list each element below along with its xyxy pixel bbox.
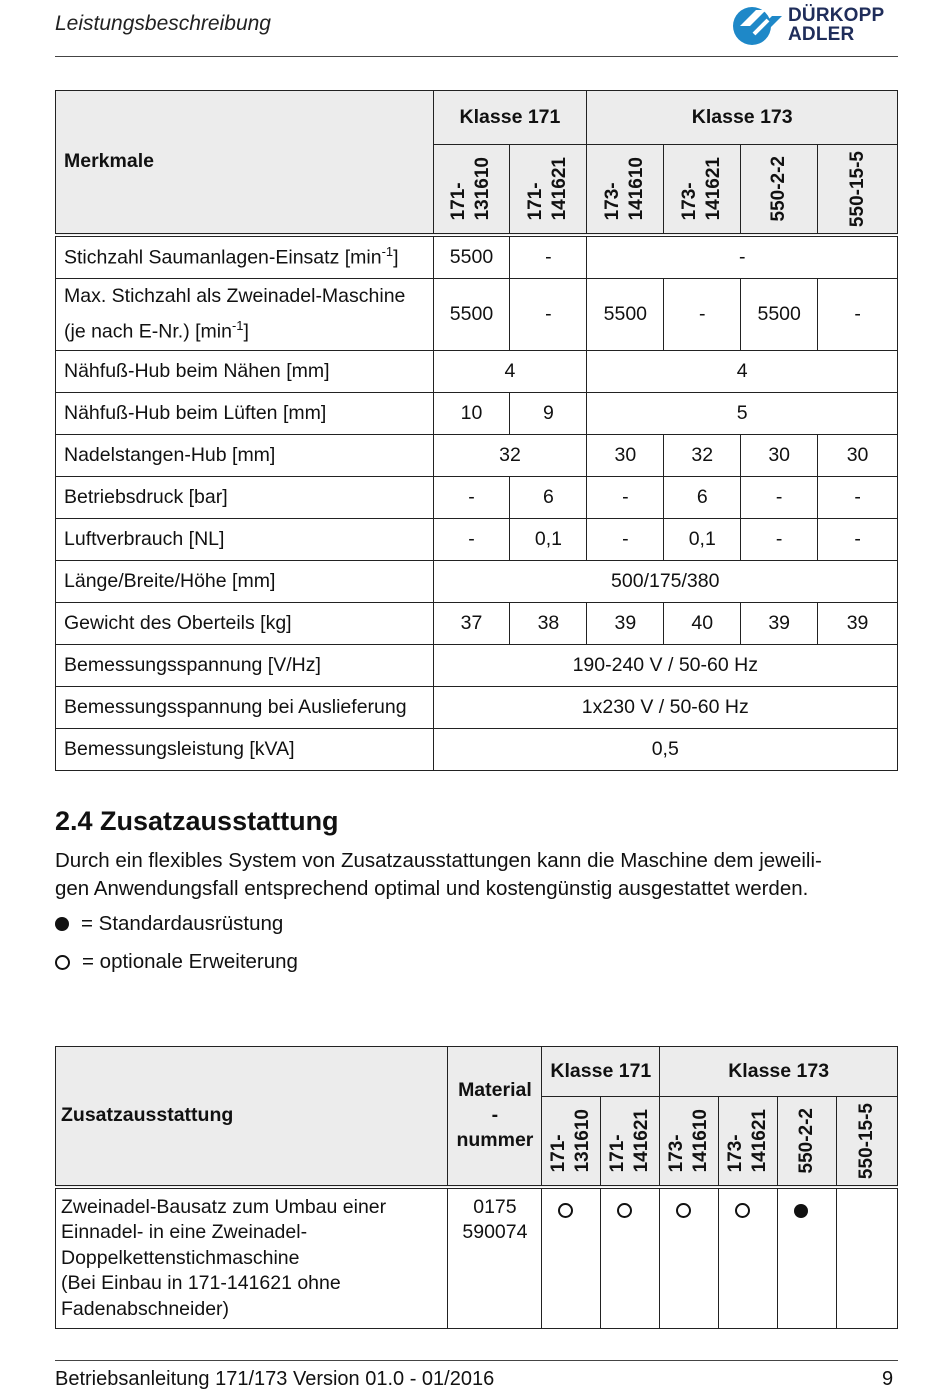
spec-cell: 1x230 V / 50-60 Hz: [433, 686, 897, 728]
spec-cell: -: [587, 518, 664, 560]
spec-cell: -: [818, 476, 898, 518]
legend-standard: [55, 912, 283, 936]
logo-text-line1: DÜRKOPP: [788, 5, 885, 26]
spec-cell: 6: [510, 476, 587, 518]
spec-cell: 5500: [433, 235, 510, 279]
equipment-header: Zusatzausstattung: [56, 1047, 448, 1187]
spec-cell: 39: [587, 602, 664, 644]
spec-cell: -: [741, 476, 818, 518]
duerkopp-adler-logo: [732, 4, 902, 50]
section-paragraph: Durch ein flexibles System von Zusatzausstattungen kann die Maschine dem jeweili- gen Anwendungsfall entsprechend optimal und kostengünstig ausgestattet werden.: [55, 849, 822, 900]
equipment-class-171-header: Klasse 171: [542, 1047, 660, 1097]
spec-row-label: Länge/Breite/Höhe [mm]: [56, 560, 434, 602]
header-divider: [55, 56, 898, 57]
availability-cell: [837, 1187, 898, 1329]
spec-cell: 5500: [587, 278, 664, 350]
spec-cell: 40: [664, 602, 741, 644]
spec-row-label: Bemessungsspannung [V/Hz]: [56, 644, 434, 686]
spec-cell: -: [587, 476, 664, 518]
equipment-description: Zweinadel-Bausatz zum Umbau einer Einnadel- in eine Zweinadel- Doppelkettenstichmaschine (Bei Einbau in 171-141621 ohne Fadenabschneider): [56, 1187, 448, 1329]
spec-cell: -: [664, 278, 741, 350]
spec-cell: 10: [433, 392, 510, 434]
availability-cell: [719, 1187, 778, 1329]
spec-row-label: Nähfuß-Hub beim Nähen [mm]: [56, 350, 434, 392]
spec-row-label: Max. Stichzahl als Zweinadel-Maschine (je nach E-Nr.) $[\min^{-1}]$: [56, 278, 434, 350]
spec-row-label: Luftverbrauch [NL]: [56, 518, 434, 560]
spec-row: [56, 476, 898, 518]
logo-text-line2: ADLER: [788, 24, 855, 45]
spec-cell: 39: [741, 602, 818, 644]
spec-cell: 30: [741, 434, 818, 476]
spec-row: [56, 602, 898, 644]
spec-row-label: Nadelstangen-Hub [mm]: [56, 434, 434, 476]
spec-cell: -: [433, 518, 510, 560]
spec-cell: 5500: [433, 278, 510, 350]
open-circle-icon: [55, 955, 70, 970]
spec-cell: 37: [433, 602, 510, 644]
equipment-model-header: 550-2-2: [778, 1097, 837, 1187]
spec-model-header: 550-2-2: [741, 145, 818, 235]
equipment-table: [55, 1046, 898, 1329]
spec-row: [56, 518, 898, 560]
availability-cell: [542, 1187, 601, 1329]
spec-model-header: 171- 141621: [510, 145, 587, 235]
spec-row: [56, 235, 898, 279]
spec-row: [56, 728, 898, 770]
equipment-model-header: 173- 141610: [660, 1097, 719, 1187]
spec-cell: 0,1: [664, 518, 741, 560]
spec-row: [56, 644, 898, 686]
spec-cell: 500/175/380: [433, 560, 897, 602]
footer-page-number: 9: [882, 1368, 894, 1390]
equipment-model-header: 550-15-5: [837, 1097, 898, 1187]
open-circle-icon: [735, 1203, 750, 1218]
spec-cell: 38: [510, 602, 587, 644]
spec-model-header: 171- 131610: [433, 145, 510, 235]
spec-class-173-header: Klasse 173: [587, 91, 898, 145]
spec-model-header: 173- 141610: [587, 145, 664, 235]
equipment-material-number: 0175 590074: [448, 1187, 542, 1329]
spec-row-label: Stichzahl Saumanlagen-Einsatz $[\min^{-1}]$: [56, 235, 434, 279]
logo-mark-icon: [732, 4, 784, 48]
spec-cell: 30: [818, 434, 898, 476]
spec-cell: 32: [433, 434, 587, 476]
legend-optional: [55, 950, 298, 974]
spec-cell: -: [510, 235, 587, 279]
filled-circle-icon: [794, 1204, 808, 1218]
open-circle-icon: [617, 1203, 632, 1218]
equipment-class-173-header: Klasse 173: [660, 1047, 898, 1097]
section-title: 2.4 Zusatzausstattung: [55, 806, 339, 836]
spec-row: [56, 278, 898, 350]
equipment-row: [56, 1187, 898, 1329]
spec-row: [56, 434, 898, 476]
spec-row: [56, 350, 898, 392]
availability-cell: [601, 1187, 660, 1329]
legend-optional-label: = optionale Erweiterung: [82, 950, 298, 973]
availability-cell: [778, 1187, 837, 1329]
spec-row-label: Betriebsdruck [bar]: [56, 476, 434, 518]
spec-cell: -: [433, 476, 510, 518]
footer-divider: [55, 1360, 898, 1361]
spec-cell: -: [510, 278, 587, 350]
spec-cell: 30: [587, 434, 664, 476]
spec-feature-header: Merkmale: [56, 91, 434, 235]
spec-row-label: Gewicht des Oberteils [kg]: [56, 602, 434, 644]
material-number-header: Material - nummer: [448, 1047, 542, 1187]
spec-cell: -: [587, 235, 898, 279]
spec-cell: 0,1: [510, 518, 587, 560]
spec-row-label: Nähfuß-Hub beim Lüften [mm]: [56, 392, 434, 434]
open-circle-icon: [558, 1203, 573, 1218]
spec-cell: 39: [818, 602, 898, 644]
spec-cell: 4: [433, 350, 587, 392]
spec-class-171-header: Klasse 171: [433, 91, 587, 145]
spec-cell: 6: [664, 476, 741, 518]
equipment-model-header: 171- 141621: [601, 1097, 660, 1187]
availability-cell: [660, 1187, 719, 1329]
spec-row-label: Bemessungsspannung bei Auslieferung: [56, 686, 434, 728]
spec-cell: -: [818, 518, 898, 560]
spec-row-label: Bemessungsleistung [kVA]: [56, 728, 434, 770]
spec-table: [55, 90, 898, 771]
spec-row: [56, 392, 898, 434]
spec-cell: 0,5: [433, 728, 897, 770]
spec-model-header: 550-15-5: [818, 145, 898, 235]
spec-cell: 4: [587, 350, 898, 392]
spec-cell: -: [818, 278, 898, 350]
open-circle-icon: [676, 1203, 691, 1218]
filled-circle-icon: [55, 917, 69, 931]
spec-row: [56, 686, 898, 728]
spec-cell: 32: [664, 434, 741, 476]
equipment-model-header: 173- 141621: [719, 1097, 778, 1187]
legend-standard-label: = Standardausrüstung: [81, 912, 284, 935]
spec-cell: 190-240 V / 50-60 Hz: [433, 644, 897, 686]
spec-cell: 9: [510, 392, 587, 434]
equipment-model-header: 171- 131610: [542, 1097, 601, 1187]
spec-cell: 5: [587, 392, 898, 434]
footer-document-info: Betriebsanleitung 171/173 Version 01.0 - 01/2016: [55, 1368, 495, 1390]
spec-model-header: 173- 141621: [664, 145, 741, 235]
spec-cell: 5500: [741, 278, 818, 350]
spec-row: [56, 560, 898, 602]
page-header-title: Leistungsbeschreibung: [55, 12, 271, 35]
spec-cell: -: [741, 518, 818, 560]
